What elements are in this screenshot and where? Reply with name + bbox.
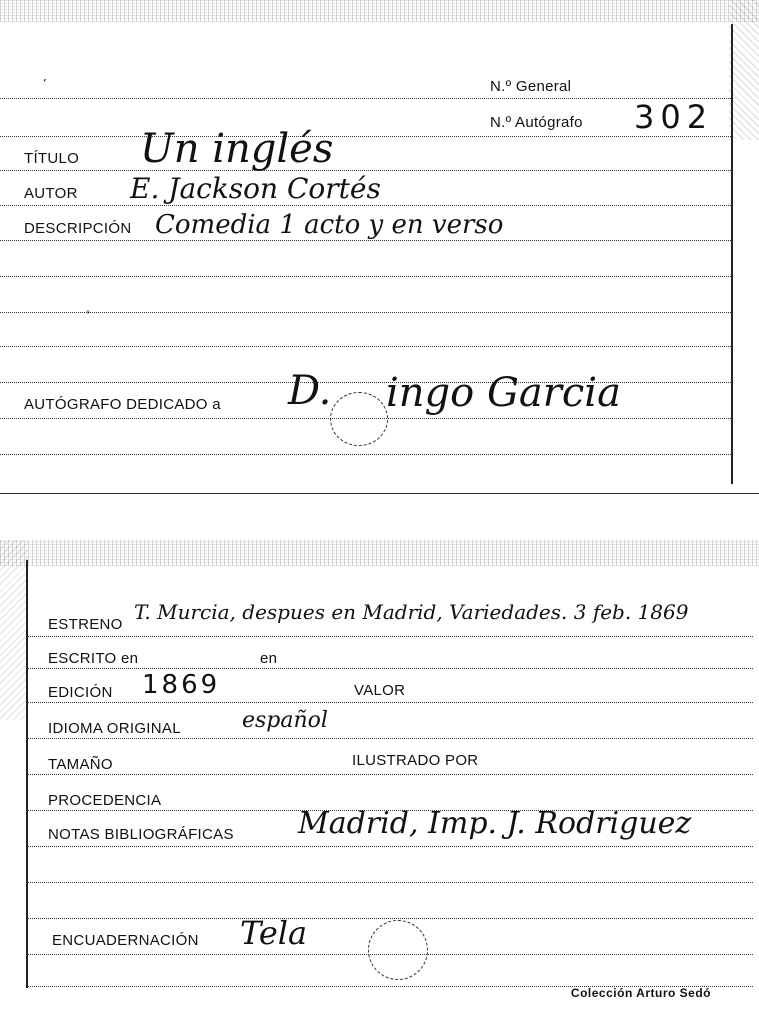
card-edge-texture bbox=[0, 540, 759, 566]
dedicated-label: AUTÓGRAFO DEDICADO a bbox=[24, 396, 221, 413]
rule-line bbox=[0, 240, 731, 241]
description-value: Comedia 1 acto y en verso bbox=[155, 210, 504, 240]
catalog-card-bottom bbox=[0, 540, 759, 1028]
rule-line bbox=[28, 636, 753, 637]
bibliographic-notes-label: NOTAS BIBLIOGRÁFICAS bbox=[48, 826, 234, 843]
binding-label: ENCUADERNACIÓN bbox=[52, 932, 199, 949]
written-in-label: ESCRITO en bbox=[48, 650, 139, 667]
rule-line bbox=[0, 98, 731, 99]
rule-line bbox=[0, 346, 731, 347]
rule-line bbox=[28, 918, 753, 919]
rule-line bbox=[0, 276, 731, 277]
rule-line bbox=[28, 882, 753, 883]
title-label: TÍTULO bbox=[24, 150, 80, 167]
value-label: VALOR bbox=[354, 682, 406, 699]
rule-line bbox=[28, 738, 753, 739]
size-label: TAMAÑO bbox=[48, 756, 113, 773]
catalog-card-top bbox=[0, 0, 759, 494]
premiere-label: ESTRENO bbox=[48, 616, 123, 633]
rule-line bbox=[28, 668, 753, 669]
bibliographic-notes-value: Madrid, Imp. J. Rodriguez bbox=[298, 806, 692, 841]
rule-line bbox=[0, 418, 731, 419]
dedicated-value-end: ingo Garcia bbox=[386, 370, 621, 416]
general-number-label: N.º General bbox=[490, 78, 572, 95]
card-bottom-edge bbox=[0, 493, 759, 494]
rule-line bbox=[0, 382, 731, 383]
card-corner-texture bbox=[729, 0, 759, 140]
collection-credit: Colección Arturo Sedó bbox=[570, 986, 711, 1000]
pen-mark: ° bbox=[86, 310, 90, 321]
rule-line bbox=[0, 205, 731, 206]
written-in-second-label: en bbox=[260, 650, 278, 667]
rule-line bbox=[0, 312, 731, 313]
binding-value: Tela bbox=[240, 914, 308, 952]
rule-line bbox=[28, 846, 753, 847]
pen-mark: ˊ bbox=[42, 78, 48, 95]
autograph-number-value: 302 bbox=[634, 98, 714, 136]
rule-line bbox=[28, 954, 753, 955]
rule-line bbox=[28, 774, 753, 775]
premiere-value: T. Murcia, despues en Madrid, Variedades. 3 feb. 1869 bbox=[134, 600, 689, 624]
card-edge-texture bbox=[0, 0, 759, 22]
rule-line bbox=[0, 170, 731, 171]
original-language-value: español bbox=[242, 708, 328, 733]
punch-hole bbox=[330, 392, 388, 446]
edition-label: EDICIÓN bbox=[48, 684, 113, 701]
author-value: E. Jackson Cortés bbox=[130, 172, 381, 205]
title-value: Un inglés bbox=[140, 126, 334, 172]
edition-value: 1869 bbox=[142, 670, 221, 700]
description-label: DESCRIPCIÓN bbox=[24, 220, 132, 237]
original-language-label: IDIOMA ORIGINAL bbox=[48, 720, 181, 737]
dedicated-value-start: D. bbox=[288, 368, 332, 414]
card-corner-texture bbox=[0, 540, 28, 720]
illustrated-by-label: ILUSTRADO POR bbox=[352, 752, 479, 769]
provenance-label: PROCEDENCIA bbox=[48, 792, 162, 809]
punch-hole bbox=[368, 920, 428, 980]
author-label: AUTOR bbox=[24, 185, 78, 202]
rule-line bbox=[0, 454, 731, 455]
card-right-border bbox=[731, 24, 733, 484]
rule-line bbox=[28, 702, 753, 703]
autograph-number-label: N.º Autógrafo bbox=[490, 114, 583, 131]
rule-line bbox=[0, 136, 731, 137]
